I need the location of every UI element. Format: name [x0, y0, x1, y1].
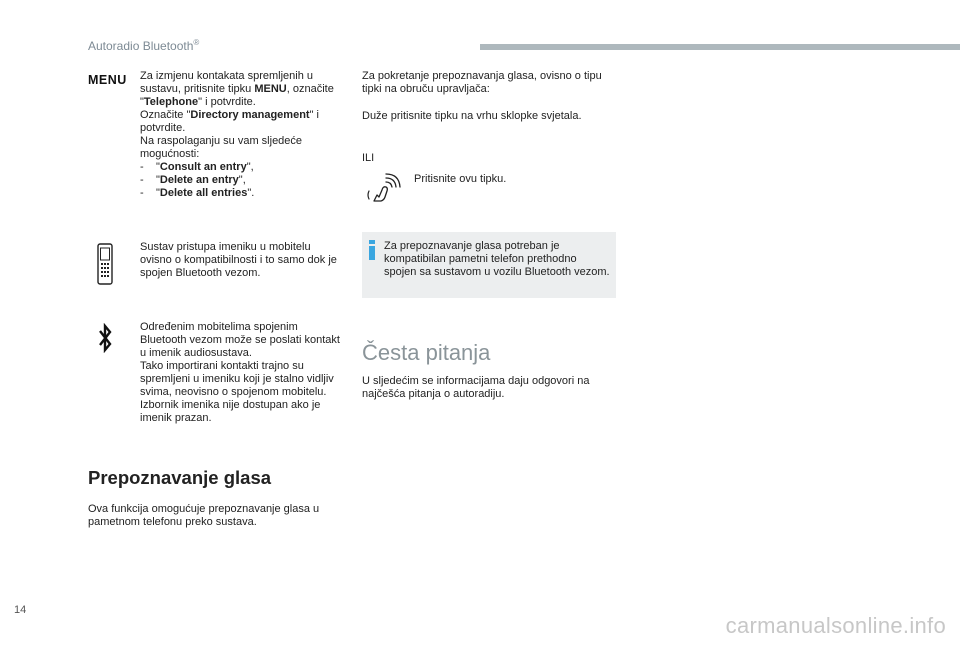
faq-paragraph: U sljedećim se informacijama daju odgovori na najčešća pitanja o autoradiju. [362, 375, 590, 400]
bluetooth-paragraph-1: Određenim mobitelima spojenim Bluetooth vezom može se poslati kontakt u imenik audiosustava. [140, 321, 340, 359]
voice-start-text [362, 70, 612, 96]
or-label: ILI [362, 152, 375, 164]
press-button-paragraph: Pritisnite ovu tipku. [414, 173, 507, 185]
contacts-paragraph: Za izmjenu kontakata spremljenih u sustavu, pritisnite tipku MENU, označite "Telephone" i potvrdite. [140, 70, 334, 108]
voice-start-paragraph: Za pokretanje prepoznavanja glasa, ovisno o tipu tipki na obruču upravljača: [362, 70, 602, 95]
phone-access-text [140, 241, 340, 280]
bluetooth-paragraph-3: Izbornik imenika nije dostupan ako je imenik prazan. [140, 399, 321, 424]
info-icon [368, 240, 376, 260]
info-box [362, 232, 616, 298]
long-press-text [362, 110, 622, 123]
bluetooth-contact-text [140, 321, 340, 425]
menu-button-icon: MENU [88, 73, 127, 87]
voice-command-icon [366, 173, 402, 205]
long-press-paragraph: Duže pritisnite tipku na vrhu sklopke svjetala. [362, 110, 582, 122]
bluetooth-icon [98, 323, 112, 353]
faq-heading: Česta pitanja [362, 340, 491, 365]
faq-text [362, 375, 617, 401]
header-bar [480, 44, 960, 50]
option-delete-all: - "Delete all entries". [140, 187, 255, 199]
registered-mark: ® [193, 38, 200, 47]
mobile-phone-icon [97, 243, 113, 285]
page-number: 14 [14, 604, 27, 616]
press-button-text [414, 173, 604, 186]
option-consult: - "Consult an entry", [140, 161, 254, 173]
voice-recognition-heading: Prepoznavanje glasa [88, 467, 272, 488]
phone-access-paragraph: Sustav pristupa imeniku u mobitelu ovisno o kompatibilnosti i to samo dok je spojen Bluetooth vezom. [140, 241, 337, 279]
voice-recognition-text [88, 503, 353, 529]
info-box-text: Za prepoznavanje glasa potreban je kompatibilan pametni telefon prethodno spojen sa sustavom u vozilu Bluetooth vezom. [384, 240, 610, 278]
directory-paragraph: Označite "Directory management" i potvrdite. [140, 109, 319, 134]
contacts-instructions [140, 70, 345, 200]
watermark: carmanualsonline.info [725, 613, 946, 638]
voice-recognition-paragraph: Ova funkcija omogućuje prepoznavanje glasa u pametnom telefonu preko sustava. [88, 503, 320, 528]
header-title: Autoradio Bluetooth® [88, 38, 200, 53]
bluetooth-paragraph-2: Tako importirani kontakti trajno su spremljeni u imeniku koji je stalno vidljiv svima, neovisno o spojenom mobitelu. [140, 360, 334, 398]
available-options-line: Na raspolaganju su vam sljedeće mogućnosti: [140, 135, 303, 160]
option-delete: - "Delete an entry", [140, 174, 246, 186]
or-text [362, 152, 374, 165]
